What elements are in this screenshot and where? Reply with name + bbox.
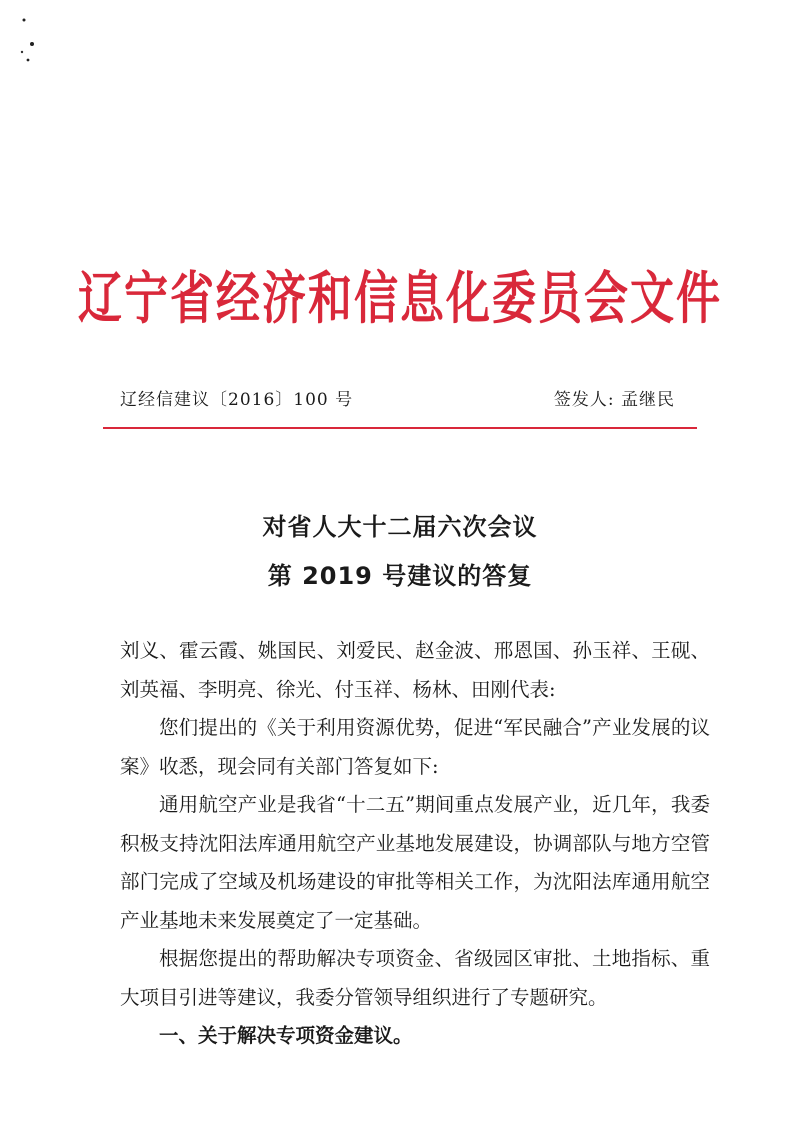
paragraph: 根据您提出的帮助解决专项资金、省级园区审批、土地指标、重大项目引进等建议，我委分管领导组织进行了专题研究。: [120, 947, 710, 1009]
signer: 签发人: 孟继民: [553, 390, 675, 410]
document-title-line-1: 对省人大十二届六次会议: [262, 513, 538, 541]
document-header-title: 辽宁省经济和信息化委员会文件: [78, 266, 722, 332]
document-body: [120, 632, 710, 1056]
paragraph: 您们提出的《关于利用资源优势，促进“军民融合”产业发展的议案》收悉，现会同有关部门答复如下:: [120, 716, 710, 778]
paragraph: 通用航空产业是我省“十二五”期间重点发展产业，近几年，我委积极支持沈阳法库通用航空产业基地发展建设，协调部队与地方空管部门完成了空域及机场建设的审批等相关工作，为沈阳法库通用航空产业基地未来发展奠定了一定基础。: [120, 793, 710, 932]
red-divider-line: [103, 427, 697, 429]
salutation: 刘义、霍云霞、姚国民、刘爱民、赵金波、邢恩国、孙玉祥、王砚、刘英福、李明亮、徐光、付玉祥、杨林、田刚代表:: [120, 639, 710, 701]
document-number: 辽经信建议〔2016〕100 号: [120, 390, 354, 410]
document-title-line-2: 第 2019 号建议的答复: [267, 562, 533, 590]
scan-specks: [18, 16, 58, 66]
section-heading: 一、关于解决专项资金建议。: [159, 1024, 413, 1047]
